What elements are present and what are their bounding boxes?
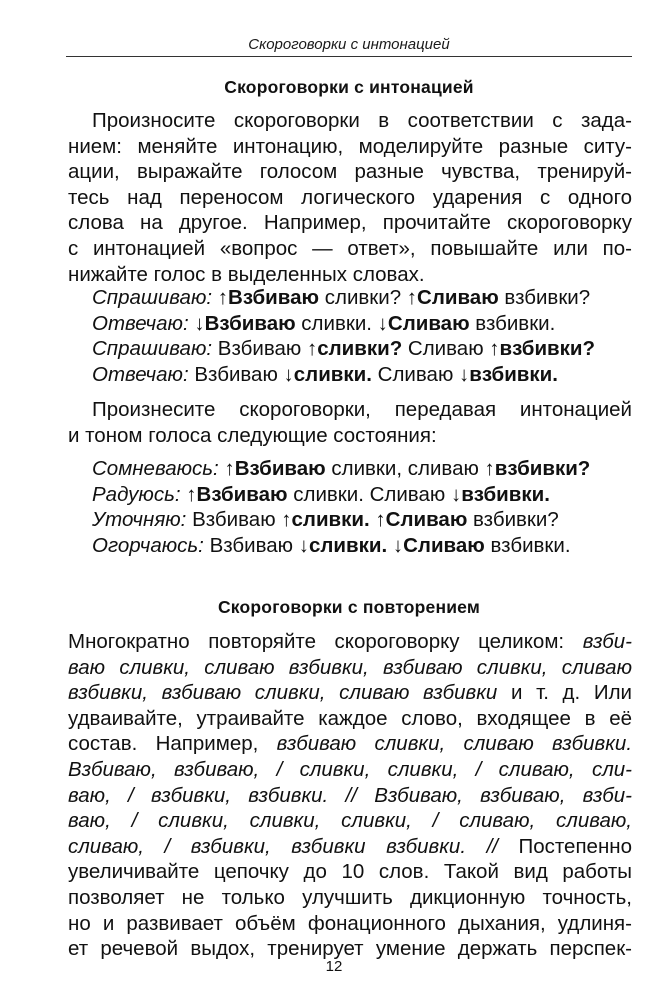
text-line	[68, 808, 632, 834]
italic-example: сливаю, / взбивки, взбивки взбивки. //	[68, 834, 498, 858]
italic-example: ваю, / сливки, сливки, сливки, / сливаю, сливаю,	[68, 809, 632, 833]
dialog-line	[92, 311, 637, 337]
dialog-text: взбивки?	[498, 286, 591, 309]
text-line: тесь над переносом логического ударения с одного	[68, 185, 632, 209]
speaker-label: Отвечаю:	[92, 311, 189, 335]
emphasized-word: Сливаю	[417, 286, 499, 309]
emphasized-word: Взбиваю	[228, 286, 320, 309]
speaker-label: Спрашиваю:	[92, 286, 213, 309]
dialog-text: Взбиваю	[209, 533, 299, 557]
text-segment: но и развивает объём фонационного дыхания, удлиня-	[68, 911, 632, 935]
intonation-arrow: ↑	[489, 337, 500, 361]
italic-example: Взбиваю, взбиваю, / сливки, сливки, / сливаю, сли-	[68, 757, 632, 781]
emphasized-word: Сливаю	[387, 311, 470, 335]
text-line	[68, 885, 632, 911]
dialog-line	[92, 533, 637, 559]
text-line: Произносите скороговорки в соответствии с зада-	[92, 109, 632, 132]
speaker-label: Огорчаюсь:	[92, 533, 204, 557]
text-line: Произнесите скороговорки, передавая интонацией	[92, 398, 632, 421]
text-segment: увеличивайте цепочку до 10 слов. Такой вид работы	[68, 860, 632, 884]
intonation-arrow: ↑	[484, 457, 495, 480]
intonation-arrow: ↑	[406, 286, 418, 309]
dialog-line	[92, 336, 637, 362]
emphasized-word: взбивки?	[494, 457, 591, 480]
dialog-text: Взбиваю	[192, 508, 282, 532]
dialog-text: Сливаю	[371, 362, 460, 386]
section-title-intonation: Скороговорки с интонацией	[224, 77, 474, 97]
section-title-repetition: Скороговорки с повторением	[217, 597, 481, 617]
emphasized-word: Сливаю	[385, 508, 468, 532]
dialog-line	[92, 362, 637, 388]
emphasized-word: Взбиваю	[234, 457, 326, 480]
intonation-arrow: ↓	[377, 311, 388, 335]
emphasized-word: взбивки.	[461, 482, 550, 506]
intro-paragraph	[68, 108, 632, 287]
dialog-text: взбивки.	[484, 533, 571, 557]
text-line: нижайте голос в выделенных словах.	[68, 262, 425, 286]
dialog-text: Сливаю	[402, 337, 490, 361]
speaker-label: Отвечаю:	[92, 362, 189, 386]
repetition-paragraph	[68, 629, 632, 962]
intonation-arrow: ↑	[375, 508, 386, 532]
dialog-text: взбивки?	[467, 508, 559, 532]
italic-example: взби-	[582, 630, 632, 653]
dialog-text: сливки, сливаю	[325, 457, 485, 480]
text-line	[68, 629, 632, 655]
dialog-text: взбивки.	[469, 311, 556, 335]
intonation-arrow: ↓	[298, 533, 309, 557]
emphasized-word: Взбиваю	[196, 482, 288, 506]
instruction-paragraph	[68, 397, 632, 448]
intonation-arrow: ↑	[224, 457, 235, 480]
intonation-arrow: ↓	[194, 311, 205, 335]
dialog-line	[92, 507, 637, 533]
dialog-text: сливки. Сливаю	[287, 482, 451, 506]
dialog-line	[92, 456, 637, 482]
emphasized-word: взбивки?	[499, 337, 596, 361]
intonation-arrow: ↑	[217, 286, 229, 309]
dialog-text: сливки.	[295, 311, 378, 335]
dialog-line	[92, 285, 637, 311]
intonation-arrow: ↑	[306, 337, 318, 361]
text-line	[68, 834, 632, 860]
intonation-arrow: ↓	[392, 533, 404, 557]
emphasized-word: Взбиваю	[204, 311, 296, 335]
dialog-text: Взбиваю	[217, 337, 307, 361]
text-line	[68, 859, 632, 885]
text-line	[68, 706, 632, 732]
emphasized-word: сливки.	[291, 508, 370, 532]
text-line	[68, 680, 632, 706]
text-line	[68, 911, 632, 937]
dialog-text: сливки?	[319, 286, 407, 309]
italic-example: ваю, / взбивки, взбивки. // Взбиваю, взбиваю, взби-	[68, 783, 632, 807]
text-line: с интонацией «вопрос — ответ», повышайте или по-	[68, 236, 632, 260]
emphasized-word: сливки.	[308, 533, 388, 557]
intonation-arrow: ↑	[281, 508, 292, 532]
emphasized-word: взбивки.	[469, 362, 558, 386]
italic-example: взбиваю сливки, сливаю взбивки.	[276, 732, 633, 756]
italic-example: ваю сливки, сливаю взбивки, взбиваю сливки, сливаю	[68, 655, 632, 679]
text-line	[68, 655, 632, 681]
text-segment: позволяет не только улучшить дикционную точность,	[68, 885, 632, 909]
text-line: ации, выражайте голосом разные чувства, тренируй-	[68, 160, 632, 184]
text-segment: удваивайте, утраивайте каждое слово, входящее в её	[68, 706, 632, 730]
intonation-arrow: ↓	[459, 362, 470, 386]
text-segment: состав. Например,	[68, 732, 277, 756]
dialog-question-answer	[92, 285, 637, 387]
dialog-emotions	[92, 456, 637, 558]
speaker-label: Радуюсь:	[92, 482, 181, 506]
emphasized-word: сливки.	[293, 362, 372, 386]
text-line: нием: меняйте интонацию, моделируйте разные ситу-	[68, 134, 632, 158]
intonation-arrow: ↓	[283, 362, 294, 386]
italic-example: взбивки, взбиваю сливки, сливаю взбивки	[68, 681, 498, 705]
text-line	[68, 757, 632, 783]
text-segment: ет речевой выдох, тренирует умение держать перспек-	[68, 937, 632, 961]
dialog-line	[92, 482, 637, 508]
text-line	[68, 783, 632, 809]
text-segment: Многократно повторяйте скороговорку целиком:	[68, 630, 583, 653]
running-header: Скороговорки с интонацией	[66, 36, 632, 57]
speaker-label: Сомневаюсь:	[92, 457, 219, 480]
speaker-label: Спрашиваю:	[92, 337, 213, 361]
text-line	[68, 731, 632, 757]
text-segment: Постепенно	[497, 834, 633, 858]
emphasized-word: сливки?	[317, 337, 403, 361]
intonation-arrow: ↑	[186, 482, 197, 506]
text-line: слова на другое. Например, прочитайте скороговорку	[68, 211, 632, 235]
dialog-text: Взбиваю	[194, 362, 284, 386]
speaker-label: Уточняю:	[92, 508, 187, 532]
page-number: 12	[325, 958, 343, 975]
text-segment: и т. д. Или	[497, 681, 632, 705]
text-line: и тоном голоса следующие состояния:	[68, 423, 437, 447]
emphasized-word: Сливаю	[403, 533, 485, 557]
intonation-arrow: ↓	[450, 482, 462, 506]
